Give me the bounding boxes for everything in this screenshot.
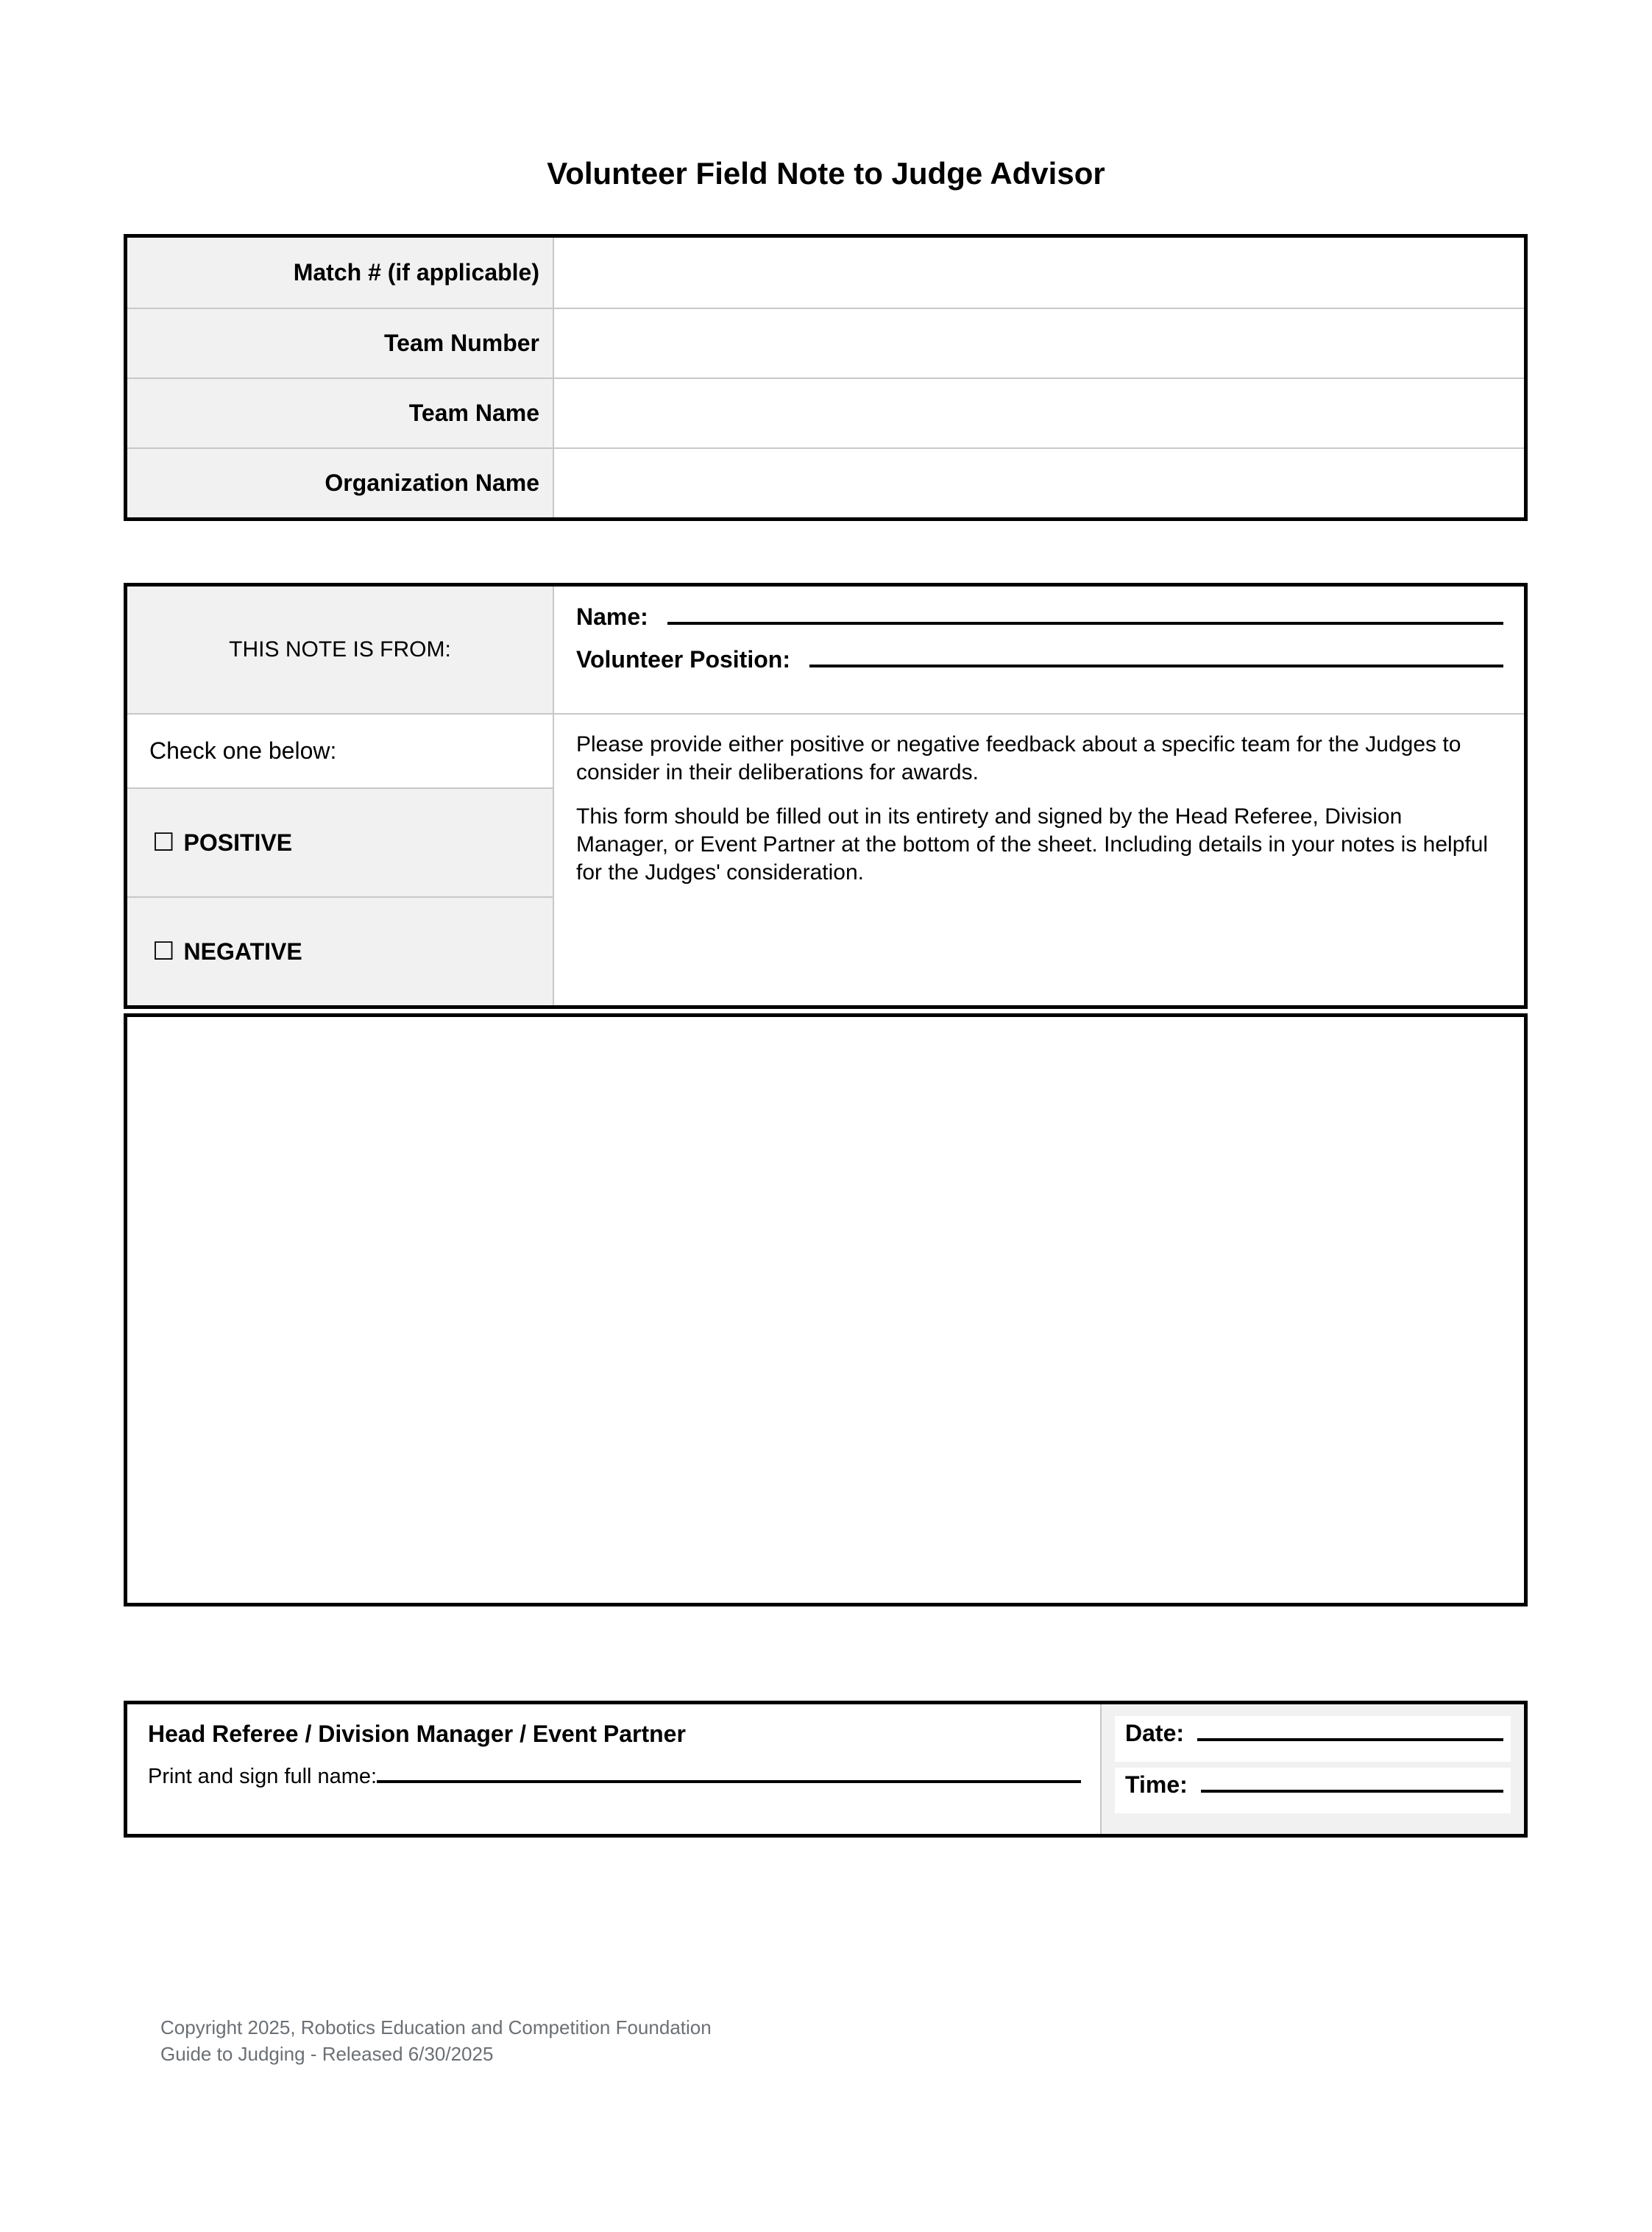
- checkbox-empty-icon: ☐: [152, 829, 175, 857]
- note-from-label: THIS NOTE IS FROM:: [127, 587, 553, 713]
- signature-role-title: Head Referee / Division Manager / Event Partner: [148, 1721, 686, 1747]
- organization-name-label: Organization Name: [127, 449, 553, 517]
- match-number-label: Match # (if applicable): [127, 238, 553, 308]
- page-title: Volunteer Field Note to Judge Advisor: [547, 156, 1105, 191]
- checkbox-option-negative[interactable]: [127, 896, 553, 1005]
- note-author-fields-cell: [553, 587, 1524, 713]
- team-number-label: Team Number: [127, 309, 553, 378]
- footer-release: Guide to Judging - Released 6/30/2025: [160, 2042, 494, 2065]
- check-options-cell: [127, 715, 553, 1005]
- table-row: [127, 238, 1524, 308]
- team-name-label: Team Name: [127, 379, 553, 447]
- name-field-row: [576, 603, 1503, 631]
- instruction-paragraph-2: This form should be filled out in its entirety and signed by the Head Referee, Division Manager, or Event Partner at the bottom of the sheet. Including details in your notes is helpful for the Judges' consideration.: [576, 804, 1489, 885]
- notes-textarea[interactable]: [124, 1013, 1528, 1606]
- table-row: [127, 713, 1524, 1005]
- instruction-paragraph-1: Please provide either positive or negative feedback about a specific team for the Judges to consider in their deliberations for awards.: [576, 732, 1461, 785]
- date-row: [1115, 1716, 1511, 1762]
- instructions-cell: [553, 715, 1524, 1005]
- team-number-input[interactable]: [553, 309, 1524, 378]
- print-sign-row: [148, 1764, 1081, 1789]
- note-from-cell: [127, 587, 553, 713]
- date-input[interactable]: [1197, 1719, 1503, 1741]
- table-row: [127, 447, 1524, 517]
- table-row: [127, 308, 1524, 378]
- checkbox-empty-icon: ☐: [152, 938, 175, 966]
- table-row: [127, 378, 1524, 447]
- time-label: Time:: [1125, 1771, 1188, 1798]
- organization-name-input[interactable]: [553, 449, 1524, 517]
- match-number-input[interactable]: [553, 238, 1524, 308]
- print-sign-input[interactable]: [377, 1764, 1081, 1783]
- checkbox-label-negative: NEGATIVE: [183, 938, 302, 965]
- footer-copyright: Copyright 2025, Robotics Education and Competition Foundation: [160, 2016, 712, 2038]
- volunteer-position-label: Volunteer Position:: [576, 646, 790, 673]
- table-row: [127, 587, 1524, 713]
- signature-table: [124, 1701, 1528, 1838]
- checkbox-label-positive: POSITIVE: [183, 829, 293, 856]
- volunteer-position-field-row: [576, 645, 1503, 673]
- name-field-label: Name:: [576, 603, 648, 630]
- team-name-input[interactable]: [553, 379, 1524, 447]
- name-input[interactable]: [667, 603, 1503, 625]
- identity-table: [124, 234, 1528, 521]
- time-row: [1115, 1768, 1511, 1813]
- volunteer-position-input[interactable]: [809, 645, 1503, 667]
- signature-left-cell: [127, 1704, 1100, 1834]
- checkbox-option-positive[interactable]: [127, 787, 553, 896]
- print-sign-label: Print and sign full name:: [148, 1765, 377, 1788]
- note-source-table: [124, 583, 1528, 1009]
- signature-datetime-cell: [1100, 1704, 1524, 1834]
- footer: [160, 2015, 712, 2068]
- date-label: Date:: [1125, 1720, 1185, 1746]
- time-input[interactable]: [1201, 1771, 1503, 1793]
- check-one-label: Check one below:: [127, 715, 553, 787]
